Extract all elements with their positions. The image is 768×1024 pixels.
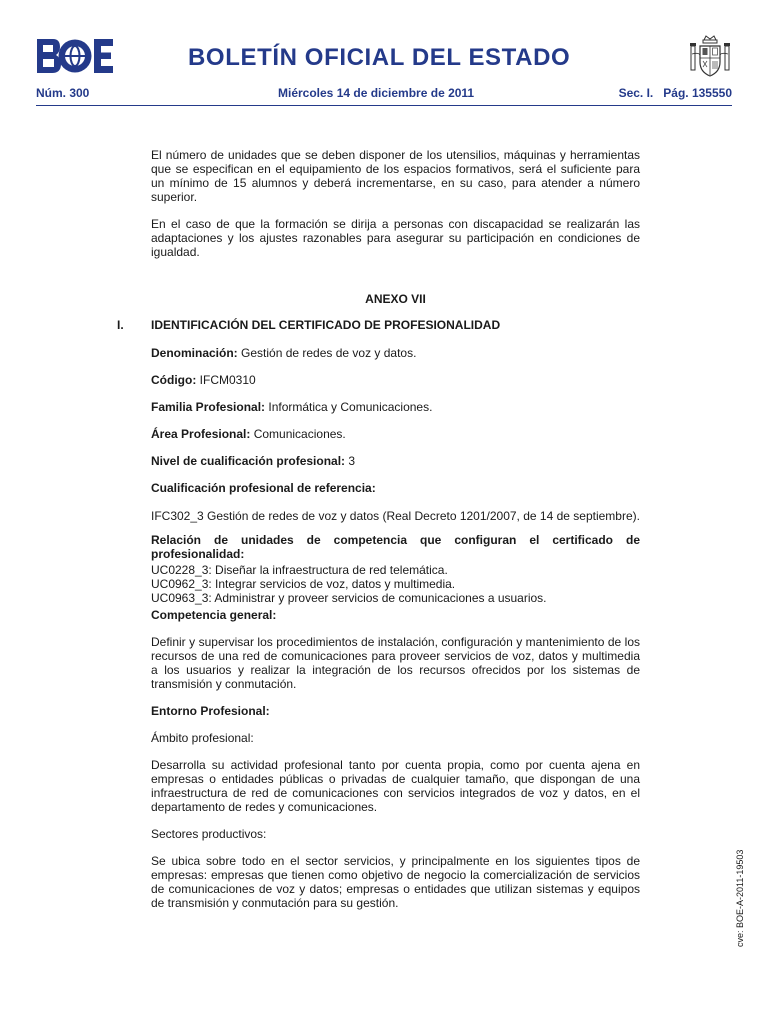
paragraph-competencia: Definir y supervisar los procedimientos de instalación, configuración y mantenimiento de los recursos de una red de comunicaciones para proveer servicios de voz, datos y multimedia a los usuarios y realizar la integración de los recursos ofrecidos por los sistemas de transmisión y conmutación. [151,635,640,691]
cve-margin-note: cve: BOE-A-2011-19503 [735,849,745,947]
boe-logo [36,38,114,74]
coat-of-arms-icon [688,34,732,80]
issue-date: Miércoles 14 de diciembre de 2011 [278,86,475,100]
document-body [117,148,640,910]
heading-cualificacion: Cualificación profesional de referencia: [151,481,376,495]
field-label: Familia Profesional: [151,400,266,414]
field-value: Informática y Comunicaciones. [265,400,433,414]
header-meta [36,86,732,104]
field-nivel [151,454,640,468]
coat-of-arms [688,34,732,80]
field-value: Gestión de redes de voz y datos. [237,346,417,360]
field-label: Código: [151,373,197,387]
header-rule [36,105,732,106]
label-ambito: Ámbito profesional: [151,731,254,745]
field-value: Comunicaciones. [250,427,346,441]
unit-item: UC0962_3: Integrar servicios de voz, datos y multimedia. [151,577,456,591]
field-label: Área Profesional: [151,427,251,441]
field-area [151,427,640,441]
annex-title: ANEXO VII [365,292,426,306]
field-codigo [151,373,640,387]
unit-item: UC0963_3: Administrar y proveer servicios de comunicaciones a usuarios. [151,591,547,605]
field-value: 3 [345,454,356,468]
unit-item: UC0228_3: Diseñar la infraestructura de red telemática. [151,563,448,577]
field-label: Denominación: [151,346,238,360]
page-title: BOLETÍN OFICIAL DEL ESTADO [188,44,571,71]
paragraph-sectores: Se ubica sobre todo en el sector servicios, y principalmente en los siguientes tipos de empresas: empresas que tienen como objetivo de negocio la comercialización de servicios de comunicaciones de voz y datos; empresas o entidades que utilizan sistemas y equipos de transmisión y conmutación para su gestión. [151,854,640,910]
paragraph-equipment: El número de unidades que se deben disponer de los utensilios, máquinas y herramientas que se especifican en el equipamiento de los espacios formativos, será el suficiente para un mínimo de 15 alumnos y deberá incrementarse, en su caso, para atender a número superior. [151,148,640,204]
heading-entorno: Entorno Profesional: [151,704,270,718]
heading-relacion: Relación de unidades de competencia que configuran el certificado de profesionalidad: [151,533,640,561]
field-label: Nivel de cualificación profesional: [151,454,346,468]
label-sectores: Sectores productivos: [151,827,267,841]
heading-competencia: Competencia general: [151,608,277,622]
field-value: IFCM0310 [196,373,256,387]
paragraph-ambito: Desarrolla su actividad profesional tanto por cuenta propia, como por cuenta ajena en empresas o entidades públicas o privadas de cualquier tamaño, que dispongan de una infraestructura de red de comunicaciones con servicios integrados de voz y datos, en el departamento de redes y comunicaciones. [151,758,640,814]
section-page: Sec. I. Pág. 135550 [618,86,732,100]
paragraph-cualificacion: IFC302_3 Gestión de redes de voz y datos (Real Decreto 1201/2007, de 14 de septiembre). [151,509,640,523]
issue-number: Núm. 300 [36,86,90,100]
boe-logo-icon [36,38,114,74]
field-denominacion [151,346,640,360]
field-familia [151,400,640,414]
section-number: I. [117,318,124,332]
section-heading [117,318,640,332]
paragraph-disability: En el caso de que la formación se dirija a personas con discapacidad se realizarán las adaptaciones y los ajustes razonables para asegurar su participación en condiciones de igualdad. [151,217,640,259]
section-title: IDENTIFICACIÓN DEL CERTIFICADO DE PROFESIONALIDAD [151,318,501,332]
